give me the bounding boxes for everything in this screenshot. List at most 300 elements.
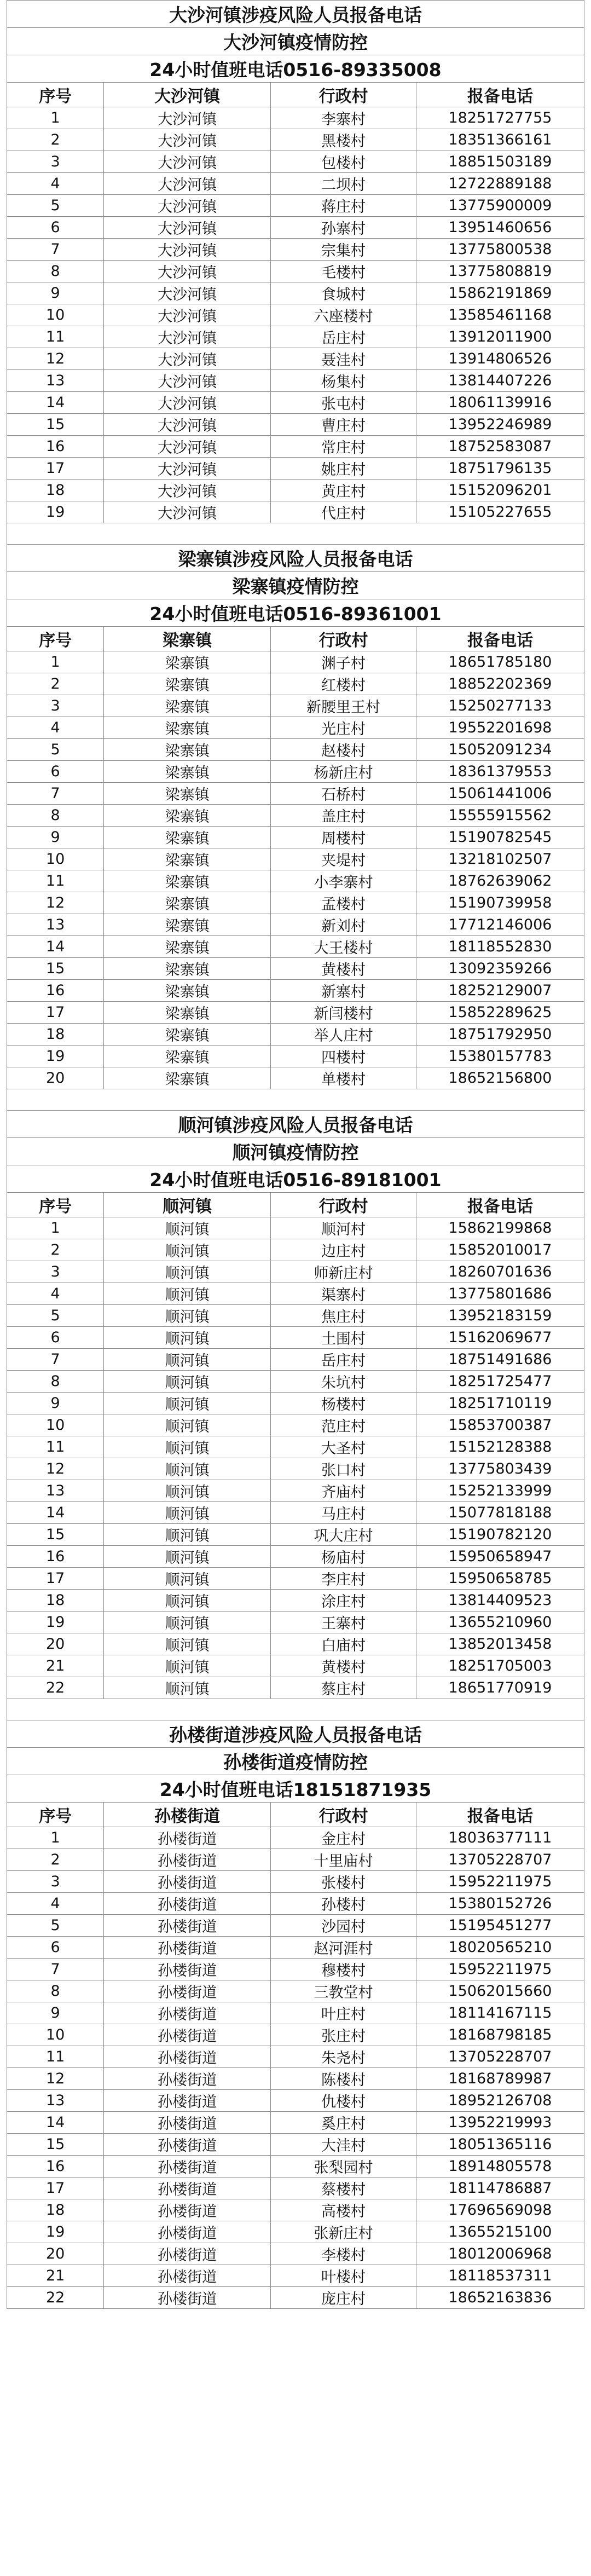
table-row [7, 1393, 584, 1414]
row-index: 10 [7, 2024, 104, 2046]
row-village: 代庄村 [271, 501, 416, 523]
row-village: 孙寨村 [271, 217, 416, 239]
row-phone: 13705228707 [416, 1849, 584, 1871]
row-village: 新腰里王村 [271, 695, 416, 717]
row-town: 孙楼街道 [104, 2265, 271, 2287]
row-town: 梁寨镇 [104, 958, 271, 980]
row-town: 孙楼街道 [104, 2090, 271, 2112]
row-phone: 15250277133 [416, 695, 584, 717]
row-town: 大沙河镇 [104, 304, 271, 326]
row-phone: 15152128388 [416, 1436, 584, 1458]
row-index: 17 [7, 1002, 104, 1024]
row-town: 顺河镇 [104, 1502, 271, 1524]
column-header-row [7, 627, 584, 651]
row-phone: 18651770919 [416, 1677, 584, 1699]
table-row [7, 827, 584, 848]
row-town: 顺河镇 [104, 1612, 271, 1633]
table-row [7, 261, 584, 282]
row-index: 5 [7, 195, 104, 217]
table-row [7, 414, 584, 436]
row-index: 13 [7, 914, 104, 936]
table-row [7, 282, 584, 304]
row-town: 孙楼街道 [104, 2024, 271, 2046]
column-header-town: 梁寨镇 [104, 627, 271, 651]
row-phone: 18252129007 [416, 980, 584, 1002]
row-index: 17 [7, 2178, 104, 2199]
section-title-row [7, 1775, 584, 1803]
column-header-phone: 报备电话 [416, 1803, 584, 1827]
row-village: 新闫楼村 [271, 1002, 416, 1024]
row-phone: 18020565210 [416, 1937, 584, 1959]
row-town: 顺河镇 [104, 1349, 271, 1371]
row-town: 孙楼街道 [104, 2002, 271, 2024]
table-row [7, 805, 584, 827]
row-index: 15 [7, 2134, 104, 2156]
row-village: 孙楼村 [271, 1893, 416, 1915]
row-index: 6 [7, 217, 104, 239]
row-town: 顺河镇 [104, 1568, 271, 1590]
row-index: 3 [7, 1871, 104, 1893]
row-index: 18 [7, 2199, 104, 2221]
table-row [7, 239, 584, 261]
row-phone: 18361379553 [416, 761, 584, 783]
row-village: 黄楼村 [271, 1655, 416, 1677]
row-village: 大王楼村 [271, 936, 416, 958]
row-town: 大沙河镇 [104, 129, 271, 151]
row-town: 梁寨镇 [104, 651, 271, 673]
row-index: 20 [7, 1067, 104, 1089]
row-phone: 18852202369 [416, 673, 584, 695]
row-village: 焦庄村 [271, 1305, 416, 1327]
row-index: 14 [7, 1502, 104, 1524]
row-village: 新寨村 [271, 980, 416, 1002]
row-village: 边庄村 [271, 1239, 416, 1261]
table-row [7, 2090, 584, 2112]
row-town: 大沙河镇 [104, 414, 271, 436]
row-village: 光庄村 [271, 717, 416, 739]
row-phone: 15190782545 [416, 827, 584, 848]
row-phone: 15862199868 [416, 1217, 584, 1239]
row-village: 三教堂村 [271, 1980, 416, 2002]
row-phone: 13655215100 [416, 2221, 584, 2243]
table-row [7, 2199, 584, 2221]
section-title: 梁寨镇涉疫风险人员报备电话 [7, 545, 584, 572]
row-index: 22 [7, 2287, 104, 2309]
section-title-row [7, 1748, 584, 1775]
row-phone: 15252133999 [416, 1480, 584, 1502]
row-village: 黄楼村 [271, 958, 416, 980]
table-row [7, 2046, 584, 2068]
row-town: 顺河镇 [104, 1393, 271, 1414]
row-town: 顺河镇 [104, 1590, 271, 1612]
row-phone: 13852013458 [416, 1633, 584, 1655]
row-phone: 18251710119 [416, 1393, 584, 1414]
row-village: 朱尧村 [271, 2046, 416, 2068]
row-index: 21 [7, 2265, 104, 2287]
table-row [7, 195, 584, 217]
row-town: 孙楼街道 [104, 2156, 271, 2178]
table-row [7, 980, 584, 1002]
row-phone: 15380152726 [416, 1893, 584, 1915]
row-town: 顺河镇 [104, 1677, 271, 1699]
row-town: 孙楼街道 [104, 2221, 271, 2243]
row-index: 11 [7, 870, 104, 892]
row-phone: 18168798185 [416, 2024, 584, 2046]
row-phone: 15952211975 [416, 1871, 584, 1893]
row-index: 4 [7, 717, 104, 739]
table-row [7, 1283, 584, 1305]
column-header-town: 孙楼街道 [104, 1803, 271, 1827]
row-phone: 13775808819 [416, 261, 584, 282]
row-village: 叶楼村 [271, 2265, 416, 2287]
table-row [7, 1305, 584, 1327]
row-phone: 18251725477 [416, 1371, 584, 1393]
row-index: 12 [7, 348, 104, 370]
row-phone: 15853700387 [416, 1414, 584, 1436]
table-row [7, 1349, 584, 1371]
section-subtitle: 孙楼街道疫情防控 [7, 1748, 584, 1775]
row-village: 常庄村 [271, 436, 416, 458]
row-index: 4 [7, 1283, 104, 1305]
row-index: 15 [7, 414, 104, 436]
table-row [7, 1067, 584, 1089]
row-index: 5 [7, 739, 104, 761]
row-phone: 15190782120 [416, 1524, 584, 1546]
table-row [7, 107, 584, 129]
row-village: 李庄村 [271, 1568, 416, 1590]
row-village: 红楼村 [271, 673, 416, 695]
row-phone: 13092359266 [416, 958, 584, 980]
row-index: 8 [7, 1980, 104, 2002]
table-row [7, 1827, 584, 1849]
section-spacer [7, 1699, 584, 1720]
row-village: 杨新庄村 [271, 761, 416, 783]
row-village: 聂洼村 [271, 348, 416, 370]
row-village: 张口村 [271, 1458, 416, 1480]
row-village: 新刘村 [271, 914, 416, 936]
section-title-row [7, 1111, 584, 1138]
table-row [7, 217, 584, 239]
row-phone: 18251727755 [416, 107, 584, 129]
row-town: 大沙河镇 [104, 436, 271, 458]
column-header-row [7, 83, 584, 107]
row-town: 梁寨镇 [104, 1046, 271, 1067]
row-phone: 18061139916 [416, 392, 584, 414]
table-row [7, 717, 584, 739]
row-phone: 18752583087 [416, 436, 584, 458]
row-town: 顺河镇 [104, 1305, 271, 1327]
row-village: 巩大庄村 [271, 1524, 416, 1546]
row-index: 16 [7, 1546, 104, 1568]
row-index: 14 [7, 392, 104, 414]
row-village: 岳庄村 [271, 326, 416, 348]
row-town: 顺河镇 [104, 1261, 271, 1283]
table-row [7, 1002, 584, 1024]
row-index: 22 [7, 1677, 104, 1699]
row-phone: 13912011900 [416, 326, 584, 348]
row-town: 梁寨镇 [104, 1024, 271, 1046]
table-row [7, 304, 584, 326]
section-subtitle: 梁寨镇疫情防控 [7, 572, 584, 599]
table-row [7, 1915, 584, 1937]
table-row [7, 958, 584, 980]
row-village: 土围村 [271, 1327, 416, 1349]
row-town: 梁寨镇 [104, 870, 271, 892]
row-phone: 18251705003 [416, 1655, 584, 1677]
row-phone: 15077818188 [416, 1502, 584, 1524]
row-index: 18 [7, 1590, 104, 1612]
row-town: 顺河镇 [104, 1217, 271, 1239]
row-index: 19 [7, 1612, 104, 1633]
row-index: 11 [7, 1436, 104, 1458]
row-phone: 18051365116 [416, 2134, 584, 2156]
row-index: 5 [7, 1915, 104, 1937]
table-row [7, 783, 584, 805]
row-village: 渠寨村 [271, 1283, 416, 1305]
row-phone: 18012006968 [416, 2243, 584, 2265]
section-subtitle: 大沙河镇疫情防控 [7, 28, 584, 55]
row-phone: 13775900009 [416, 195, 584, 217]
row-town: 顺河镇 [104, 1283, 271, 1305]
column-header-row [7, 1193, 584, 1217]
row-phone: 13814409523 [416, 1590, 584, 1612]
row-index: 1 [7, 1217, 104, 1239]
section-title-row [7, 1720, 584, 1748]
table-row [7, 1502, 584, 1524]
row-town: 大沙河镇 [104, 261, 271, 282]
row-village: 穆楼村 [271, 1959, 416, 1980]
row-town: 孙楼街道 [104, 1980, 271, 2002]
row-phone: 18260701636 [416, 1261, 584, 1283]
column-header-village: 行政村 [271, 1193, 416, 1217]
row-town: 梁寨镇 [104, 848, 271, 870]
row-phone: 13705228707 [416, 2046, 584, 2068]
column-header-phone: 报备电话 [416, 627, 584, 651]
row-village: 赵河涯村 [271, 1937, 416, 1959]
row-village: 杨集村 [271, 370, 416, 392]
row-index: 1 [7, 107, 104, 129]
row-phone: 18118537311 [416, 2265, 584, 2287]
table-row [7, 1524, 584, 1546]
row-town: 大沙河镇 [104, 282, 271, 304]
row-town: 大沙河镇 [104, 370, 271, 392]
row-town: 大沙河镇 [104, 480, 271, 501]
row-town: 孙楼街道 [104, 2112, 271, 2134]
row-town: 大沙河镇 [104, 107, 271, 129]
table-body [7, 1, 584, 2309]
row-index: 19 [7, 1046, 104, 1067]
table-row [7, 1677, 584, 1699]
row-index: 3 [7, 1261, 104, 1283]
row-phone: 15952211975 [416, 1959, 584, 1980]
table-row [7, 2134, 584, 2156]
row-index: 1 [7, 1827, 104, 1849]
row-phone: 18114167115 [416, 2002, 584, 2024]
row-village: 蔡楼村 [271, 2178, 416, 2199]
section-title: 大沙河镇涉疫风险人员报备电话 [7, 1, 584, 28]
row-village: 渊子村 [271, 651, 416, 673]
row-phone: 15950658785 [416, 1568, 584, 1590]
row-phone: 13952246989 [416, 414, 584, 436]
duty-hotline: 24小时值班电话18151871935 [7, 1775, 584, 1803]
table-row [7, 695, 584, 717]
row-village: 涂庄村 [271, 1590, 416, 1612]
row-index: 5 [7, 1305, 104, 1327]
row-town: 梁寨镇 [104, 892, 271, 914]
row-phone: 18952126708 [416, 2090, 584, 2112]
row-town: 孙楼街道 [104, 1959, 271, 1980]
row-index: 17 [7, 458, 104, 480]
row-town: 顺河镇 [104, 1546, 271, 1568]
row-index: 9 [7, 282, 104, 304]
row-phone: 18851503189 [416, 151, 584, 173]
row-index: 7 [7, 1959, 104, 1980]
spacer-cell [7, 523, 584, 545]
row-village: 岳庄村 [271, 1349, 416, 1371]
spacer-cell [7, 1089, 584, 1111]
row-index: 4 [7, 173, 104, 195]
row-town: 大沙河镇 [104, 195, 271, 217]
table-row [7, 1024, 584, 1046]
column-header-index: 序号 [7, 83, 104, 107]
row-phone: 18351366161 [416, 129, 584, 151]
row-index: 20 [7, 1633, 104, 1655]
row-index: 20 [7, 2243, 104, 2265]
row-village: 赵楼村 [271, 739, 416, 761]
row-index: 2 [7, 1239, 104, 1261]
table-row [7, 1871, 584, 1893]
row-index: 10 [7, 848, 104, 870]
table-row [7, 1414, 584, 1436]
row-index: 2 [7, 673, 104, 695]
row-town: 大沙河镇 [104, 239, 271, 261]
table-row [7, 936, 584, 958]
row-phone: 13775801686 [416, 1283, 584, 1305]
row-index: 16 [7, 980, 104, 1002]
row-phone: 15852289625 [416, 1002, 584, 1024]
row-phone: 15852010017 [416, 1239, 584, 1261]
row-town: 梁寨镇 [104, 695, 271, 717]
table-row [7, 1937, 584, 1959]
row-village: 二坝村 [271, 173, 416, 195]
table-row [7, 173, 584, 195]
row-village: 张新庄村 [271, 2221, 416, 2243]
row-village: 孟楼村 [271, 892, 416, 914]
row-phone: 18114786887 [416, 2178, 584, 2199]
row-village: 仇楼村 [271, 2090, 416, 2112]
row-town: 梁寨镇 [104, 717, 271, 739]
row-index: 6 [7, 1937, 104, 1959]
section-title-row [7, 1, 584, 28]
row-village: 马庄村 [271, 1502, 416, 1524]
table-row [7, 2287, 584, 2309]
section-title-row [7, 572, 584, 599]
row-town: 顺河镇 [104, 1371, 271, 1393]
hotline-table [7, 0, 584, 2309]
row-village: 张梨园村 [271, 2156, 416, 2178]
row-village: 金庄村 [271, 1827, 416, 1849]
row-town: 顺河镇 [104, 1239, 271, 1261]
row-phone: 13814407226 [416, 370, 584, 392]
row-village: 王寨村 [271, 1612, 416, 1633]
row-phone: 18762639062 [416, 870, 584, 892]
row-town: 孙楼街道 [104, 2046, 271, 2068]
row-village: 毛楼村 [271, 261, 416, 282]
row-town: 顺河镇 [104, 1633, 271, 1655]
row-phone: 13952219993 [416, 2112, 584, 2134]
row-village: 小李寨村 [271, 870, 416, 892]
row-village: 蔡庄村 [271, 1677, 416, 1699]
row-phone: 17696569098 [416, 2199, 584, 2221]
row-town: 梁寨镇 [104, 980, 271, 1002]
row-village: 高楼村 [271, 2199, 416, 2221]
table-row [7, 870, 584, 892]
row-phone: 17712146006 [416, 914, 584, 936]
row-town: 梁寨镇 [104, 739, 271, 761]
table-row [7, 501, 584, 523]
row-index: 14 [7, 2112, 104, 2134]
row-index: 1 [7, 651, 104, 673]
table-row [7, 2265, 584, 2287]
row-town: 大沙河镇 [104, 501, 271, 523]
section-title: 顺河镇涉疫风险人员报备电话 [7, 1111, 584, 1138]
row-index: 2 [7, 1849, 104, 1871]
row-town: 梁寨镇 [104, 914, 271, 936]
row-village: 曹庄村 [271, 414, 416, 436]
row-town: 孙楼街道 [104, 2134, 271, 2156]
row-village: 四楼村 [271, 1046, 416, 1067]
row-town: 梁寨镇 [104, 783, 271, 805]
table-row [7, 458, 584, 480]
row-village: 食城村 [271, 282, 416, 304]
column-header-phone: 报备电话 [416, 83, 584, 107]
row-town: 孙楼街道 [104, 1893, 271, 1915]
row-phone: 15061441006 [416, 783, 584, 805]
row-town: 大沙河镇 [104, 173, 271, 195]
row-village: 庞庄村 [271, 2287, 416, 2309]
row-phone: 15062015660 [416, 1980, 584, 2002]
row-town: 孙楼街道 [104, 1871, 271, 1893]
table-row [7, 1980, 584, 2002]
row-village: 周楼村 [271, 827, 416, 848]
row-village: 齐庙村 [271, 1480, 416, 1502]
row-index: 15 [7, 958, 104, 980]
table-row [7, 129, 584, 151]
column-header-town: 顺河镇 [104, 1193, 271, 1217]
section-subtitle: 顺河镇疫情防控 [7, 1138, 584, 1165]
table-row [7, 2068, 584, 2090]
row-phone: 15105227655 [416, 501, 584, 523]
row-town: 顺河镇 [104, 1414, 271, 1436]
section-title-row [7, 1165, 584, 1193]
row-index: 19 [7, 2221, 104, 2243]
row-village: 大洼村 [271, 2134, 416, 2156]
table-row [7, 2112, 584, 2134]
table-row [7, 1217, 584, 1239]
row-town: 大沙河镇 [104, 326, 271, 348]
row-village: 蒋庄村 [271, 195, 416, 217]
row-town: 梁寨镇 [104, 1002, 271, 1024]
row-village: 夹堤村 [271, 848, 416, 870]
row-index: 11 [7, 2046, 104, 2068]
table-row [7, 2221, 584, 2243]
table-row [7, 1436, 584, 1458]
row-village: 李寨村 [271, 107, 416, 129]
table-row [7, 436, 584, 458]
row-phone: 13655210960 [416, 1612, 584, 1633]
row-index: 4 [7, 1893, 104, 1915]
row-index: 13 [7, 1480, 104, 1502]
